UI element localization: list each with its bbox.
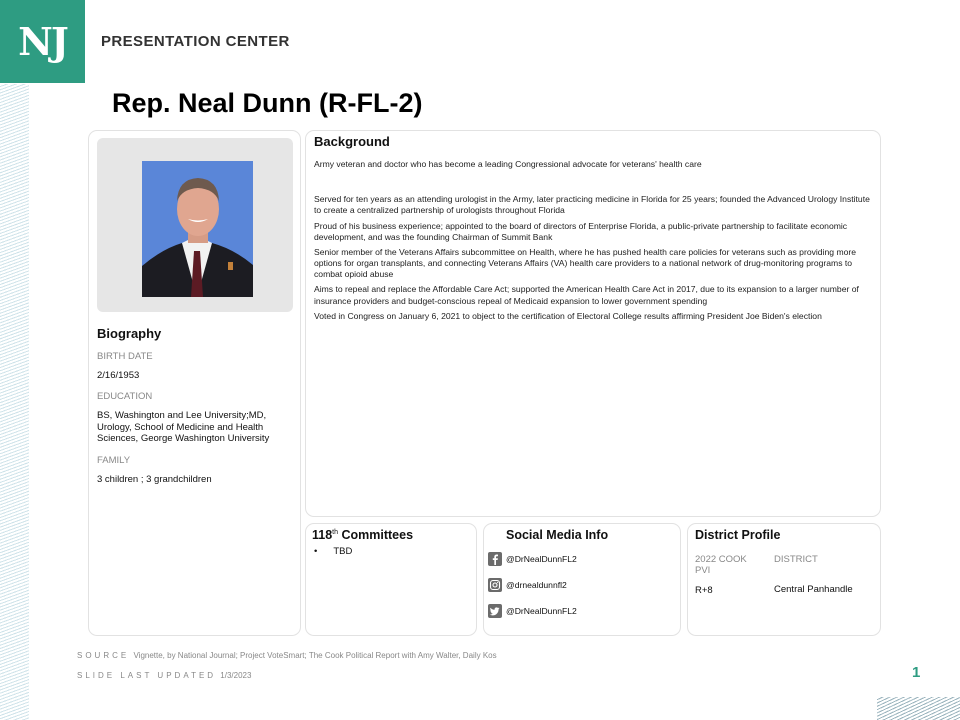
twitter-handle: @DrNealDunnFL2 [506,606,577,616]
committee-list-item [314,546,352,557]
photo-frame [97,138,293,312]
education-value: BS, Washington and Lee University;MD, Urology, School of Medicine and Health Sciences, George Washington University [97,410,270,445]
instagram-handle: @drnealdunnfl2 [506,580,567,590]
portrait-photo [142,161,253,297]
twitter-account[interactable] [488,604,577,618]
social-media-heading: Social Media Info [506,528,609,542]
committees-heading-text: Committees [338,528,414,542]
biography-panel [88,130,301,636]
committees-heading-ordinal: th [332,528,339,536]
district-label: DISTRICT [774,554,818,565]
page-number: 1 [912,664,921,681]
nj-logo: NJ [0,0,85,83]
presentation-center-label: PRESENTATION CENTER [101,33,290,50]
background-list [314,159,872,326]
cook-pvi-column [695,554,763,596]
family-value: 3 children ; 3 grandchildren [97,473,212,485]
facebook-handle: @DrNealDunnFL2 [506,554,577,564]
background-item: Voted in Congress on January 6, 2021 to object to the certification of Electoral College results affirming President Joe Biden's election [314,310,822,321]
biography-heading: Biography [97,326,162,341]
source-text: Vignette, by National Journal; Project VoteSmart; The Cook Political Report with Amy Walter, Daily Kos [133,651,497,660]
committee-name: TBD [333,546,353,557]
decorative-hatch-left [0,84,29,720]
social-media-panel [483,523,681,636]
last-updated-note [77,671,251,680]
instagram-icon [488,578,502,592]
biography-fields [97,351,297,495]
birth-date-value: 2/16/1953 [97,370,140,381]
source-note [77,651,497,660]
district-column [774,554,879,595]
education-label: EDUCATION [97,391,153,403]
twitter-icon [488,604,502,618]
district-profile-panel [687,523,881,636]
background-item: Senior member of the Veterans Affairs subcommittee on Health, where he has pushed health care policies for veterans such as providing more options for organ transplants, and connecting Veterans Affairs (VA) health care providers to a national network of drug-monitoring programs to combat opioid abuse [314,246,857,280]
background-item: Army veteran and doctor who has become a leading Congressional advocate for veterans' health care [314,159,702,169]
portrait-illustration [142,161,253,297]
facebook-account[interactable] [488,552,577,566]
background-panel [305,130,881,517]
district-profile-heading: District Profile [695,528,781,542]
last-updated-label: SLIDE LAST UPDATED [77,671,217,680]
cook-pvi-label: 2022 COOK PVI [695,554,747,577]
page-title: Rep. Neal Dunn (R-FL-2) [112,88,423,118]
facebook-icon [488,552,502,566]
last-updated-value: 1/3/2023 [220,671,252,680]
cook-pvi-value: R+8 [695,584,713,596]
instagram-account[interactable] [488,578,567,592]
district-value: Central Panhandle [774,584,853,596]
background-item: Proud of his business experience; appointed to the board of directors of Enterprise Florida, a public-private partnership to facilitate economic development, and was the founding Chairman of Summit Bank [314,220,848,242]
source-label: SOURCE [77,651,130,660]
background-heading: Background [314,134,390,149]
background-item: Served for ten years as an attending urologist in the Army, later practicing medicine in Florida for 25 years; founded the Advanced Urology Institute to create a centralized partnership of urologists throughout Florida [314,194,870,216]
committees-heading [312,528,413,542]
committees-panel [305,523,477,636]
background-item: Aims to repeal and replace the Affordable Care Act; supported the American Health Care Act in 2017, due to its expansion to a larger number of insurance providers and budget-conscious repeal of Medicaid expansion to lower government spending [314,284,859,306]
committees-heading-number: 118 [312,528,333,542]
decorative-hatch-bottom-right [877,697,960,720]
family-label: FAMILY [97,454,131,466]
birth-date-label: BIRTH DATE [97,351,153,362]
bullet-icon: • [314,546,318,557]
